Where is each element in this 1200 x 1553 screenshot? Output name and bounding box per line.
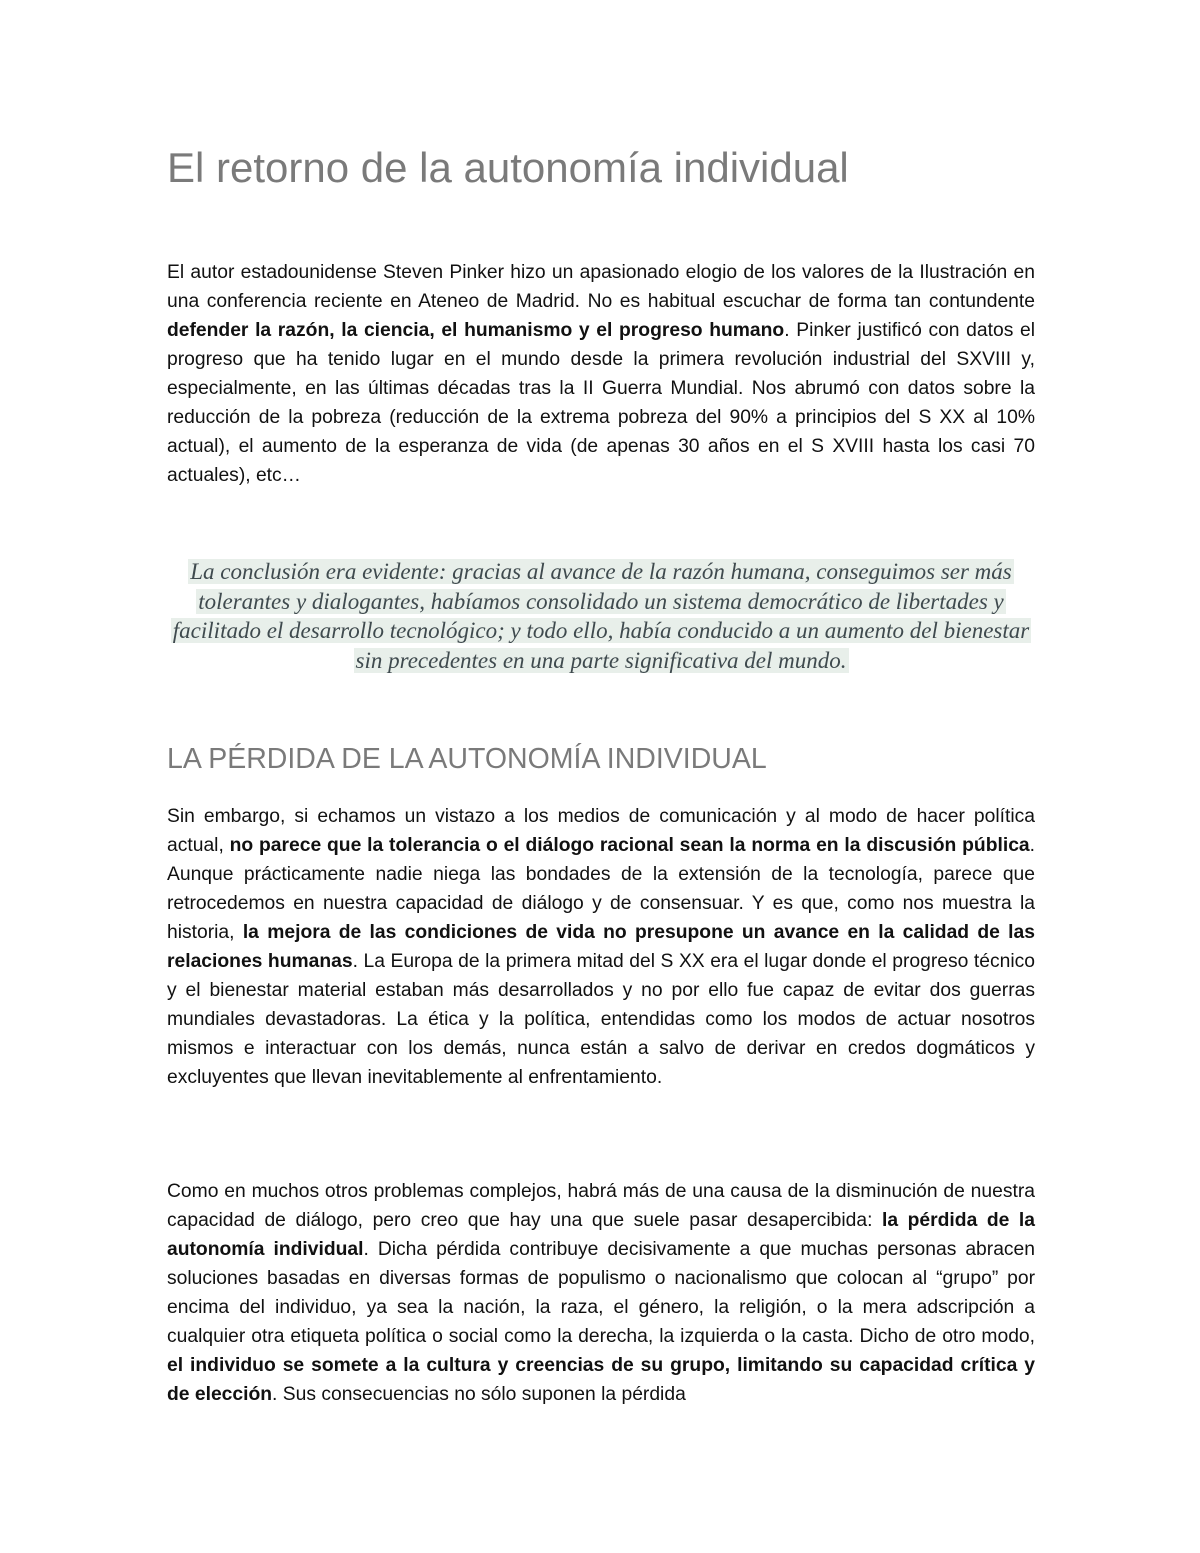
emphasis-text: el individuo se somete a la cultura y creencias de su grupo, limitando su capacidad crítica y de elección: [167, 1355, 1035, 1405]
document-title: El retorno de la autonomía individual: [167, 144, 849, 191]
emphasis-text: defender la razón, la ciencia, el humanismo y el progreso humano: [167, 320, 785, 341]
text-run: El autor estadounidense Steven Pinker hizo un apasionado elogio de los valores de la Ilustración en una conferencia reciente en Ateneo de Madrid. No es habitual escuchar de forma tan contundente: [167, 262, 1035, 312]
emphasis-text: la pérdida de la autonomía individual: [167, 1210, 1035, 1260]
emphasis-text: no parece que la tolerancia o el diálogo racional sean la norma en la discusión pública: [229, 835, 1030, 856]
text-run: Sin embargo, si echamos un vistazo a los medios de comunicación y al modo de hacer política actual,: [167, 806, 1035, 856]
text-run: Como en muchos otros problemas complejos, habrá más de una causa de la disminución de nuestra capacidad de diálogo, pero creo que hay una que suele pasar desapercibida:: [167, 1181, 1035, 1231]
text-run: . Dicha pérdida contribuye decisivamente a que muchas personas abracen soluciones basadas en diversas formas de populismo o nacionalismo que colocan al “grupo” por encima del individuo, ya sea la nación, la raza, el género, la religión, o la mera adscripción a cualquier otra etiqueta política o social como la derecha, la izquierda o la casta. Dicho de otro modo,: [167, 1239, 1036, 1347]
body-paragraph: [167, 1177, 1035, 1409]
text-run: . Pinker justificó con datos el progreso que ha tenido lugar en el mundo desde la primera revolución industrial del SXVIII y, especialmente, en las últimas décadas tras la II Guerra Mundial. Nos abrumó con datos sobre la reducción de la pobreza (reducción de la extrema pobreza del 90% a principios del S XX al 10% actual), el aumento de la esperanza de vida (de apenas 30 años en el S XVIII hasta los casi 70 actuales), etc…: [167, 320, 1035, 486]
text-run: . Aunque prácticamente nadie niega las bondades de la extensión de la tecnología, parece que retrocedemos en nuestra capacidad de diálogo y de consensuar. Y es que, como nos muestra la historia,: [167, 835, 1035, 943]
body-paragraph: [167, 802, 1035, 1092]
pull-quote: [167, 557, 1035, 675]
text-run: . La Europa de la primera mitad del S XX era el lugar donde el progreso técnico y el bienestar material estaban más desarrollados y no por ello fue capaz de evitar dos guerras mundiales devastadoras. La ética y la política, entendidas como los modos de actuar nosotros mismos e interactuar con los demás, nunca están a salvo de derivar en credos dogmáticos y excluyentes que llevan inevitablemente al enfrentamiento.: [167, 951, 1035, 1088]
text-run: . Sus consecuencias no sólo suponen la pérdida: [272, 1384, 686, 1405]
section-heading: LA PÉRDIDA DE LA AUTONOMÍA INDIVIDUAL: [167, 743, 767, 775]
pull-quote-text: La conclusión era evidente: gracias al avance de la razón humana, conseguimos ser más tolerantes y dialogantes, habíamos consolidado un sistema democrático de libertades y facilitado el desarrollo tecnológico; y todo ello, había conducido a un aumento del bienestar sin precedentes en una parte significativa del mundo.: [172, 559, 1030, 673]
intro-paragraph: [167, 258, 1035, 490]
emphasis-text: la mejora de las condiciones de vida no presupone un avance en la calidad de las relaciones humanas: [167, 922, 1035, 972]
